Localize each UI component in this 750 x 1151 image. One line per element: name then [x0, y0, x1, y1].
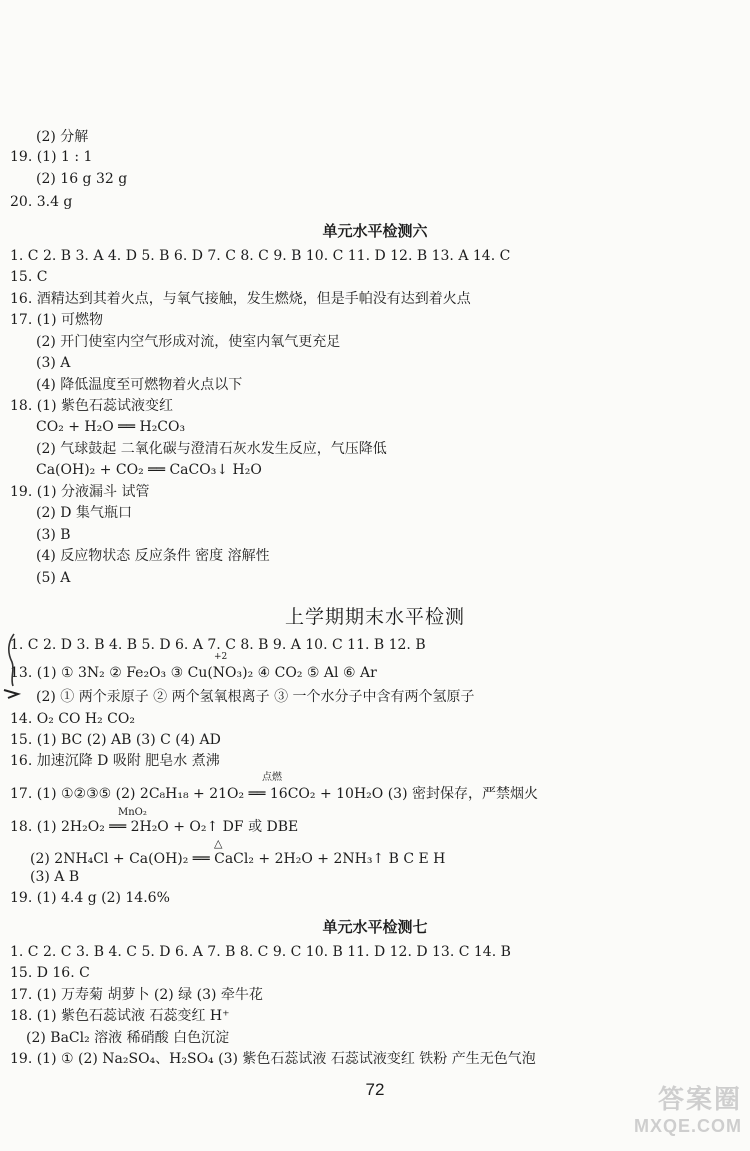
answer-line: 1. C 2. C 3. B 4. C 5. D 6. A 7. B 8. C 9. C 10. B 11. D 12. D 13. C 14. B: [10, 944, 511, 960]
answer-line: (2) 气球鼓起 二氧化碳与澄清石灰水发生反应，气压降低: [36, 441, 387, 457]
watermark-logo: 答案圈: [657, 1084, 742, 1114]
answer-line: 16. 酒精达到其着火点，与氧气接触，发生燃烧，但是手帕没有达到着火点: [10, 291, 471, 307]
answer-line: (2) 16 g 32 g: [36, 171, 128, 187]
section-heading-unit-6: 单元水平检测六: [322, 222, 428, 240]
valence-annotation: +2: [214, 652, 228, 662]
answer-line: 14. O₂ CO H₂ CO₂: [10, 711, 135, 727]
answer-line: 19. (1) 4.4 g (2) 14.6%: [10, 890, 170, 906]
section-heading-unit-7: 单元水平检测七: [322, 918, 428, 936]
answer-line: (2) 2NH₄Cl + Ca(OH)₂ ══ CaCl₂ + 2H₂O + 2NH₃↑ B C E H: [30, 851, 446, 867]
answer-line: (2) ① 两个汞原子 ② 两个氢氧根离子 ③ 一个水分子中含有两个氢原子: [36, 689, 475, 705]
answer-line: 18. (1) 2H₂O₂ ══ 2H₂O + O₂↑ DF 或 DBE: [10, 819, 299, 835]
answer-line: (2) D 集气瓶口: [36, 505, 132, 521]
answer-line: 18. (1) 紫色石蕊试液 石蕊变红 H⁺: [10, 1008, 230, 1024]
answer-line: Ca(OH)₂ + CO₂ ══ CaCO₃↓ H₂O: [36, 462, 262, 478]
catalyst-annotation: MnO₂: [118, 807, 147, 818]
answer-line: 17. (1) 可燃物: [10, 312, 103, 328]
answer-line: 16. 加速沉降 D 吸附 肥皂水 煮沸: [10, 753, 220, 769]
answer-line: (3) A B: [30, 869, 80, 885]
answer-line: (2) BaCl₂ 溶液 稀硝酸 白色沉淀: [26, 1030, 230, 1046]
answer-line: 19. (1) 分液漏斗 试管: [10, 484, 150, 500]
heat-annotation: △: [214, 837, 223, 850]
answer-line: (2) 分解: [36, 129, 89, 145]
answer-line: 15. C: [10, 269, 48, 285]
page-number: 72: [365, 1080, 385, 1099]
answer-line: (3) A: [36, 355, 71, 371]
answer-line: (4) 反应物状态 反应条件 密度 溶解性: [36, 548, 270, 564]
answer-line: 15. (1) BC (2) AB (3) C (4) AD: [10, 732, 221, 748]
answer-line: 1. C 2. D 3. B 4. B 5. D 6. A 7. C 8. B 9. A 10. C 11. B 12. B: [10, 637, 426, 653]
answer-line: (2) 开门使室内空气形成对流，使室内氧气更充足: [36, 334, 341, 350]
answer-line: 17. (1) ①②③⑤ (2) 2C₈H₁₈ + 21O₂ ══ 16CO₂ + 10H₂O (3) 密封保存，严禁烟火: [10, 786, 538, 802]
answer-line: 18. (1) 紫色石蕊试液变红: [10, 398, 173, 414]
answer-line: (3) B: [36, 527, 71, 543]
answer-line: CO₂ + H₂O ══ H₂CO₃: [36, 419, 186, 435]
answer-line: 20. 3.4 g: [10, 194, 73, 210]
answer-line: 1. C 2. B 3. A 4. D 5. B 6. D 7. C 8. C 9. B 10. C 11. D 12. B 13. A 14. C: [10, 248, 511, 264]
answer-line: 19. (1) 1 : 1: [10, 149, 93, 165]
answer-line: 17. (1) 万寿菊 胡萝卜 (2) 绿 (3) 牵牛花: [10, 987, 263, 1003]
watermark: [634, 1079, 742, 1137]
answer-line: 15. D 16. C: [10, 965, 90, 981]
condition-annotation: 点燃: [262, 772, 282, 783]
answer-line: 19. (1) ① (2) Na₂SO₄、H₂SO₄ (3) 紫色石蕊试液 石蕊试液变红 铁粉 产生无色气泡: [10, 1051, 536, 1067]
answer-line: (5) A: [36, 570, 71, 586]
handwritten-mark-icon: [2, 632, 22, 702]
answer-line: (4) 降低温度至可燃物着火点以下: [36, 377, 243, 393]
answer-line: 13. (1) ① 3N₂ ② Fe₂O₃ ③ Cu(NO₃)₂ ④ CO₂ ⑤ Al ⑥ Ar: [10, 665, 377, 681]
watermark-url: MXQE.COM: [633, 1116, 742, 1136]
section-heading-final-exam: 上学期期末水平检测: [284, 606, 465, 628]
